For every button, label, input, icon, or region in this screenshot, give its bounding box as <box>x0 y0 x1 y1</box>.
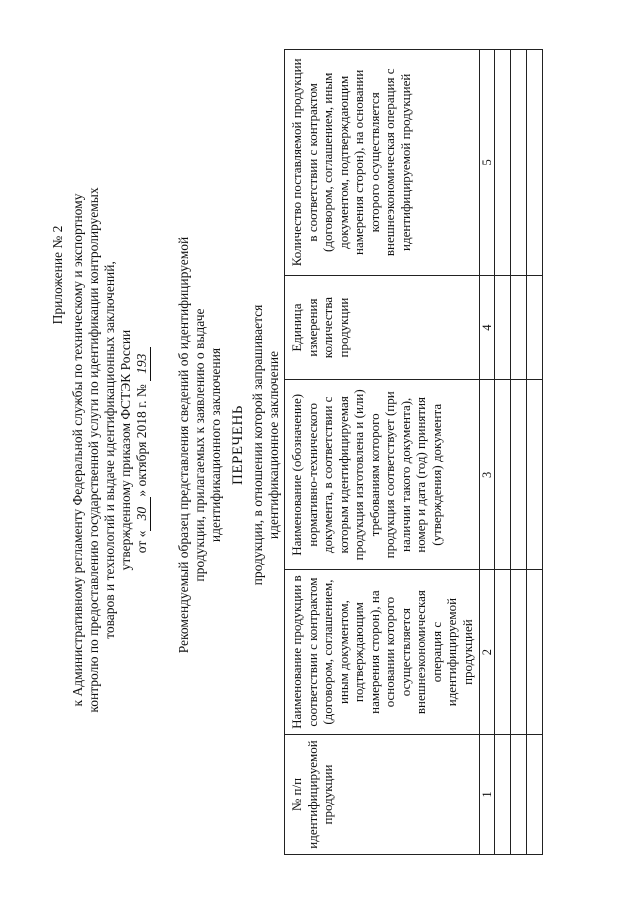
table-cell[interactable] <box>511 380 527 570</box>
order-prefix: от « <box>134 530 149 554</box>
column-number: 4 <box>480 275 495 380</box>
table-row <box>527 50 543 855</box>
column-number-row <box>480 50 495 855</box>
table-cell[interactable] <box>495 275 511 380</box>
recommended-line: продукции, прилагаемых к заявлению о выдаче <box>192 308 207 582</box>
empty-rows <box>495 50 543 855</box>
table-cell[interactable] <box>527 275 543 380</box>
column-number: 5 <box>480 50 495 276</box>
column-header-quantity: Количество поставляемой продукции в соответствии с контрактом (договором, соглашением, иным документом, подтверждающим намерения сторон), на основании которого осуществляется внешнеэкономическая операция с идентифицируемой продукцией <box>285 50 480 276</box>
recommended-sample-note <box>176 135 224 755</box>
table-cell[interactable] <box>511 570 527 735</box>
table-cell[interactable] <box>511 275 527 380</box>
column-header-number: № п/п идентифицируемой продукции <box>285 735 480 855</box>
table-cell[interactable] <box>527 570 543 735</box>
order-date-line <box>134 65 151 835</box>
table-cell[interactable] <box>495 380 511 570</box>
basis-line: к Административному регламенту Федеральной службы по техническому и экспортному <box>70 193 85 707</box>
order-middle: » октября 2018 г. № <box>134 384 149 497</box>
column-header-product-name: Наименование продукции в соответствии с контрактом (договором, соглашением, иным документом, подтверждающим намерения сторон), на основании которого осуществляется внешнеэкономическая операция с идентифицируемой продукцией <box>285 570 480 735</box>
order-day: 30 <box>134 497 151 531</box>
recommended-line: Рекомендуемый образец представления сведений об идентифицируемой <box>176 236 191 654</box>
list-subtitle-line: продукции, в отношении которой запрашивается <box>250 304 265 586</box>
table-header-row <box>285 50 480 855</box>
list-subtitle-line: идентификационное заключение <box>266 350 281 540</box>
table-cell[interactable] <box>495 50 511 276</box>
table-row <box>495 50 511 855</box>
list-title: ПЕРЕЧЕНЬ <box>230 405 246 485</box>
column-number: 2 <box>480 570 495 735</box>
basis-line: товаров и технологий и выдаче идентификационных заключений, <box>102 261 117 639</box>
table-cell[interactable] <box>527 50 543 276</box>
table-cell[interactable] <box>495 570 511 735</box>
order-number: 193 <box>134 347 151 381</box>
basis-line: утвержденному приказом ФСТЭК России <box>118 329 133 571</box>
recommended-line: идентификационного заключения <box>208 347 223 543</box>
basis-line: контролю по предоставлению государственной услуги по идентификации контролируемых <box>86 187 101 713</box>
products-table <box>284 49 543 855</box>
appendix-label: Приложение № 2 <box>50 225 65 325</box>
column-header-normative-document: Наименование (обозначение) нормативно-технического документа, в соответствии с которым идентифицируемая продукция изготовлена и (или) требованиям которого продукция соответствует (при наличии такого документа), номер и дата (год) принятия (утверждения) документа <box>285 380 480 570</box>
table-row <box>511 50 527 855</box>
column-number: 3 <box>480 380 495 570</box>
table-cell[interactable] <box>527 380 543 570</box>
table-cell[interactable] <box>511 735 527 855</box>
column-number: 1 <box>480 735 495 855</box>
table-cell[interactable] <box>495 735 511 855</box>
table-cell[interactable] <box>527 735 543 855</box>
regulation-basis <box>70 65 151 835</box>
list-subtitle <box>250 135 282 755</box>
column-header-unit: Единица измерения количества продукции <box>285 275 480 380</box>
table-cell[interactable] <box>511 50 527 276</box>
